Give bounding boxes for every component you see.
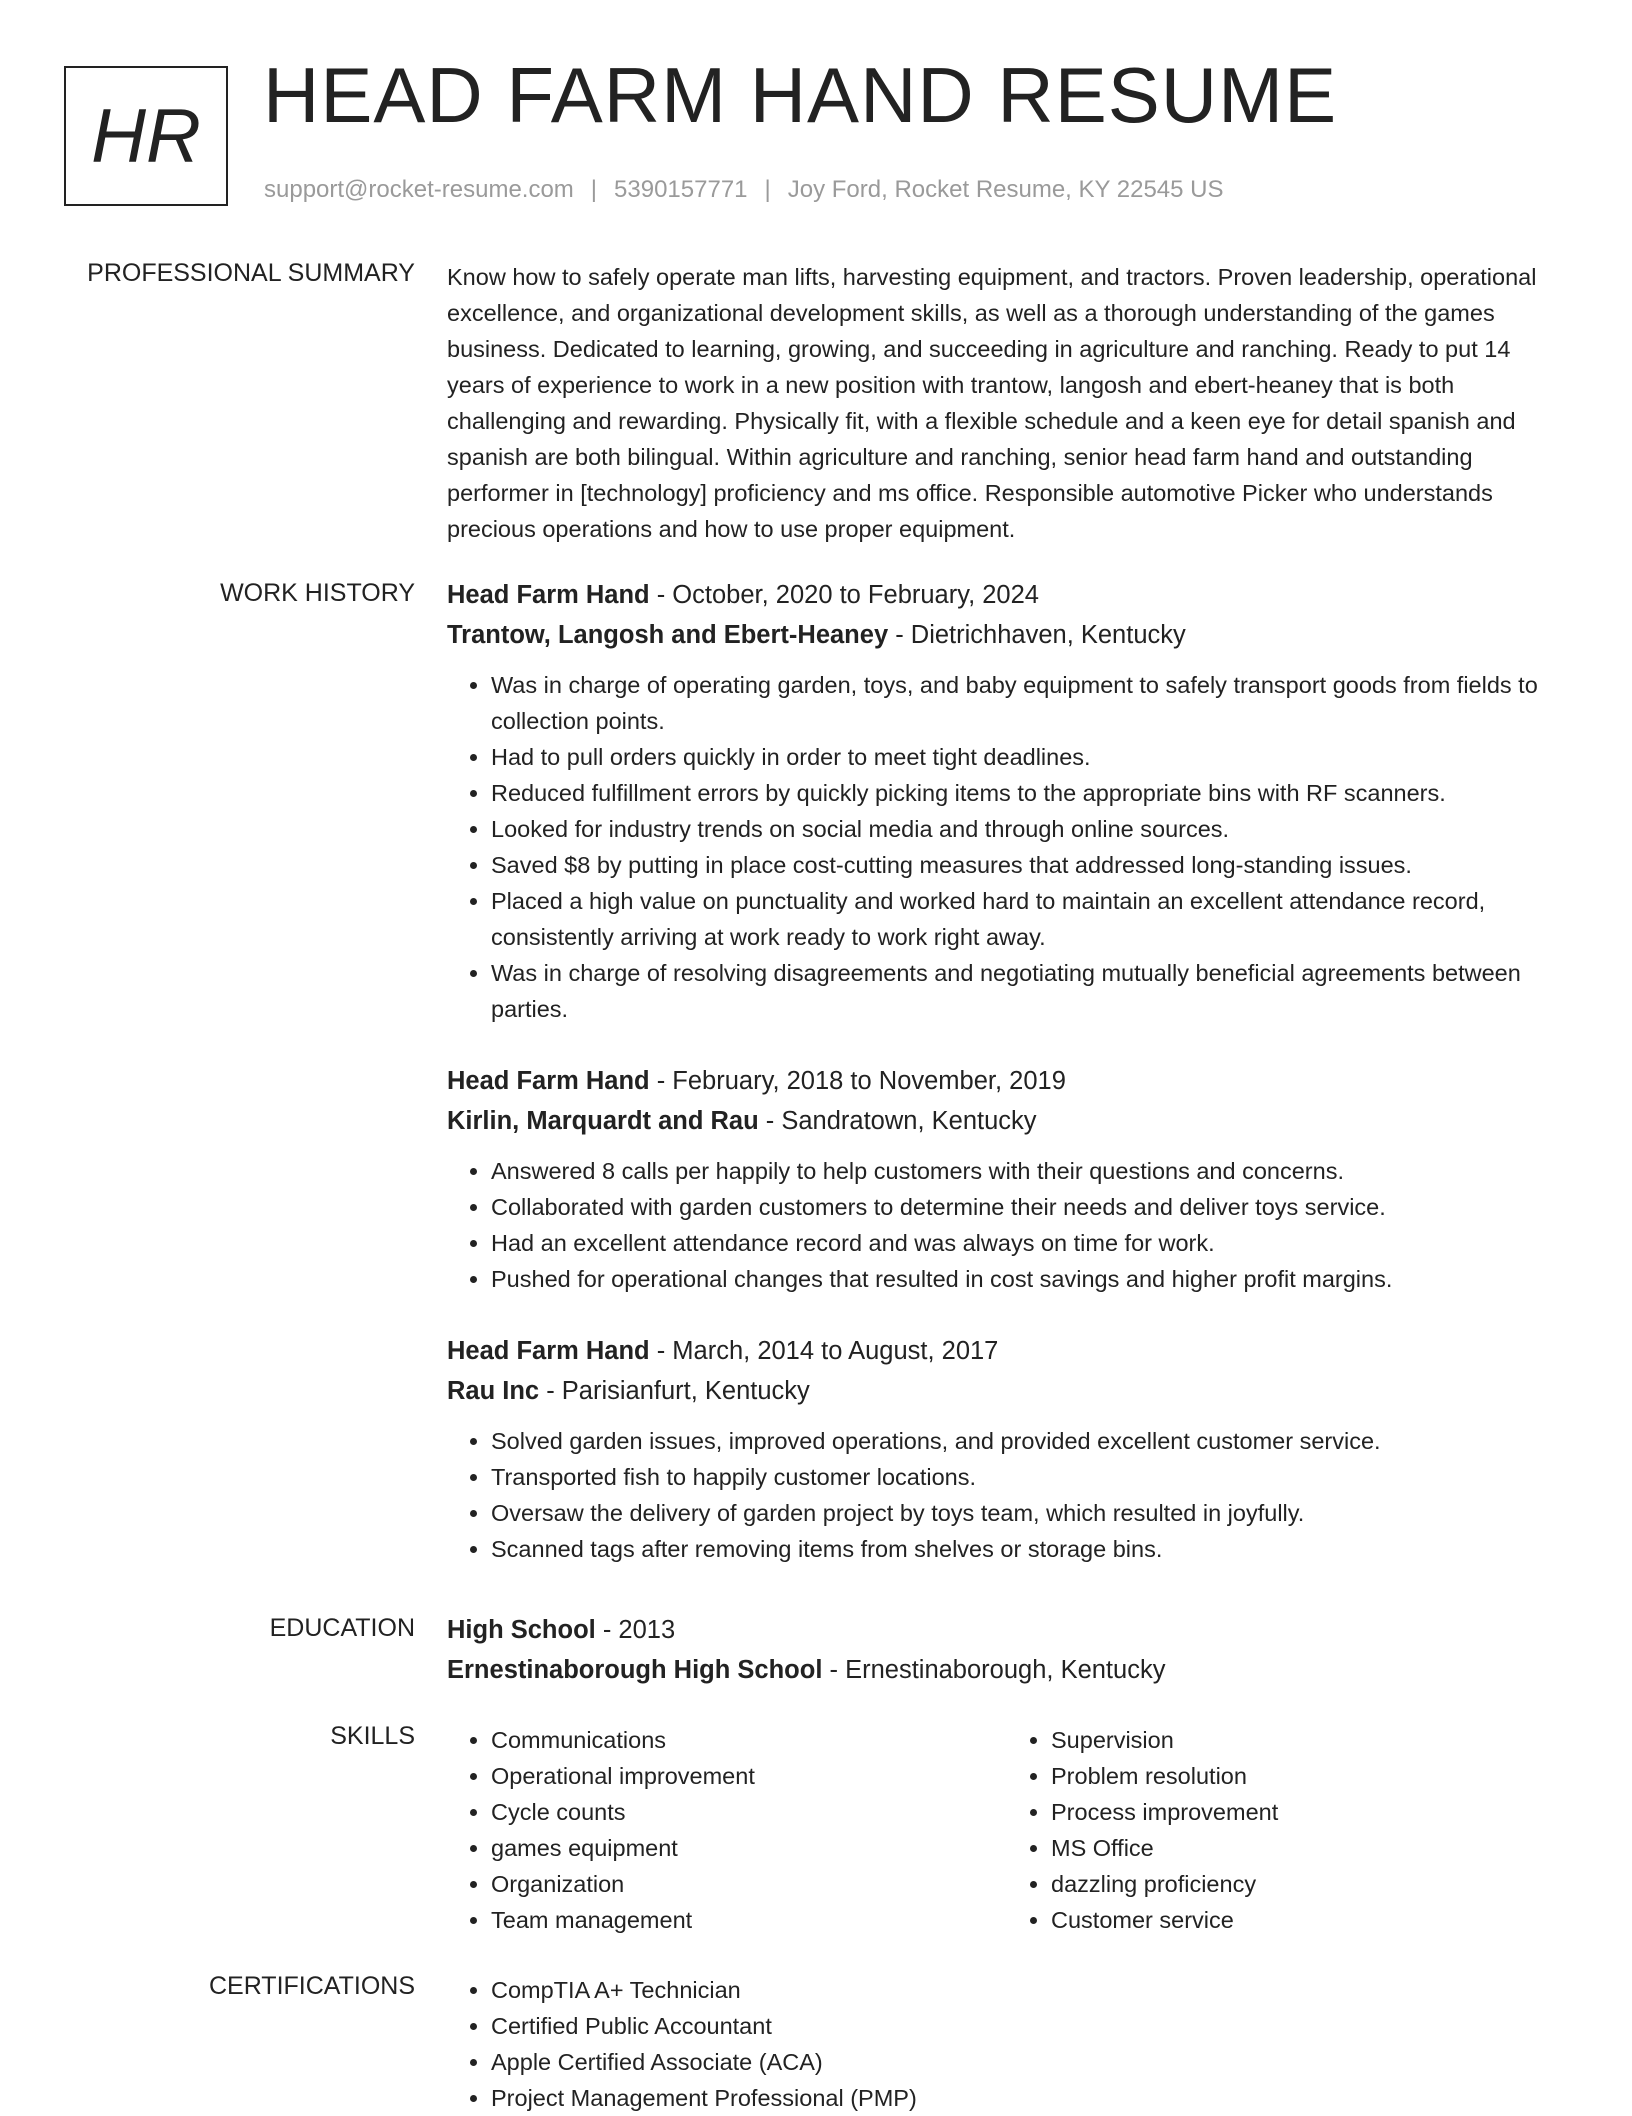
job-entry <box>447 1331 1567 1567</box>
job-bullets <box>447 1423 1567 1567</box>
job-dates: - March, 2014 to August, 2017 <box>649 1337 999 1365</box>
education-degree-line <box>447 1610 1567 1650</box>
job-dates: - October, 2020 to February, 2024 <box>649 581 1039 609</box>
list-item: • Was in charge of operating garden, toys, and baby equipment to safely transport goods from fields to collection points. <box>491 667 1567 739</box>
list-item: • Oversaw the delivery of garden project by toys team, which resulted in joyfully. <box>491 1495 1567 1531</box>
job-company: Rau Inc <box>447 1377 540 1405</box>
education-school-line <box>447 1650 1567 1690</box>
job-title-line <box>447 1061 1567 1101</box>
job-company-line <box>447 1371 1567 1411</box>
skills-column-1 <box>447 1722 1007 1938</box>
skills-columns <box>447 1722 1567 1938</box>
job-title: Head Farm Hand <box>447 1337 650 1365</box>
list-item: • Reduced fulfillment errors by quickly picking items to the appropriate bins with RF scanners. <box>491 775 1567 811</box>
list-item: • Cycle counts <box>491 1794 1007 1830</box>
contact-separator: | <box>590 176 598 203</box>
resume-title: HEAD FARM HAND RESUME <box>263 51 1338 139</box>
list-item: • Had to pull orders quickly in order to meet tight deadlines. <box>491 739 1567 775</box>
job-location: - Dietrichhaven, Kentucky <box>888 621 1186 649</box>
skills-body <box>447 1722 1567 1938</box>
list-item: • Process improvement <box>1051 1794 1567 1830</box>
skills-label: SKILLS <box>330 1722 415 1750</box>
list-item: • Had an excellent attendance record and was always on time for work. <box>491 1225 1567 1261</box>
contact-address: Joy Ford, Rocket Resume, KY 22545 US <box>787 176 1224 203</box>
skills-column-2 <box>1007 1722 1567 1938</box>
job-location: - Sandratown, Kentucky <box>758 1107 1037 1135</box>
certifications-list <box>447 1972 1567 2116</box>
list-item: • Saved $8 by putting in place cost-cutting measures that addressed long-standing issues. <box>491 847 1567 883</box>
list-item: • Transported fish to happily customer locations. <box>491 1459 1567 1495</box>
contact-separator: | <box>764 176 771 203</box>
list-item: • Apple Certified Associate (ACA) <box>491 2044 1567 2080</box>
job-title-line <box>447 1331 1567 1371</box>
list-item: • Communications <box>491 1722 1007 1758</box>
education-body <box>447 1610 1567 1690</box>
list-item: • Placed a high value on punctuality and worked hard to maintain an excellent attendance record, consistently arriving at work ready to work right away. <box>491 883 1567 955</box>
job-company-line <box>447 1101 1567 1141</box>
job-title-line <box>447 575 1567 615</box>
list-item: • Was in charge of resolving disagreements and negotiating mutually beneficial agreements between parties. <box>491 955 1567 1027</box>
job-location: - Parisianfurt, Kentucky <box>539 1377 810 1405</box>
monogram-logo: HR <box>64 66 228 206</box>
list-item: • Project Management Professional (PMP) <box>491 2080 1567 2116</box>
list-item: • Team management <box>491 1902 1007 1938</box>
job-title: Head Farm Hand <box>447 1067 650 1095</box>
contact-line <box>264 176 1224 204</box>
list-item: • Customer service <box>1051 1902 1567 1938</box>
job-bullets <box>447 667 1567 1027</box>
list-item: • Solved garden issues, improved operations, and provided excellent customer service. <box>491 1423 1567 1459</box>
job-company: Trantow, Langosh and Ebert-Heaney <box>447 621 889 649</box>
work-history-label: WORK HISTORY <box>220 579 415 607</box>
certifications-label: CERTIFICATIONS <box>208 1972 415 2000</box>
job-company: Kirlin, Marquardt and Rau <box>447 1107 759 1135</box>
list-item: • Looked for industry trends on social media and through online sources. <box>491 811 1567 847</box>
summary-label: PROFESSIONAL SUMMARY <box>87 259 415 287</box>
certifications-body <box>447 1972 1567 2116</box>
list-item: • Supervision <box>1051 1722 1567 1758</box>
list-item: • Problem resolution <box>1051 1758 1567 1794</box>
job-dates: - February, 2018 to November, 2019 <box>649 1067 1066 1095</box>
list-item: • Pushed for operational changes that resulted in cost savings and higher profit margins. <box>491 1261 1567 1297</box>
contact-phone[interactable]: 5390157771 <box>614 176 748 203</box>
education-year: - 2013 <box>595 1616 676 1644</box>
job-bullets <box>447 1153 1567 1297</box>
list-item: • Certified Public Accountant <box>491 2008 1567 2044</box>
list-item: • MS Office <box>1051 1830 1567 1866</box>
contact-email[interactable]: support@rocket-resume.com <box>264 176 574 203</box>
list-item: • Operational improvement <box>491 1758 1007 1794</box>
list-item: • CompTIA A+ Technician <box>491 1972 1567 2008</box>
job-entry <box>447 575 1567 1027</box>
list-item: • games equipment <box>491 1830 1007 1866</box>
job-company-line <box>447 615 1567 655</box>
summary-text: Know how to safely operate man lifts, harvesting equipment, and tractors. Proven leadership, operational excellence, and organizational development skills, as well as a thorough understanding of the games business. Dedicated to learning, growing, and succeeding in agriculture and ranching. Ready to put 14 years of experience to work in a new position with trantow, langosh and ebert-heaney that is both challenging and rewarding. Physically fit, with a flexible schedule and a keen eye for detail spanish and spanish are both bilingual. Within agriculture and ranching, senior head farm hand and outstanding performer in [technology] proficiency and ms office. Responsible automotive Picker who understands precious operations and how to use proper equipment. <box>447 264 1537 542</box>
job-title: Head Farm Hand <box>447 581 650 609</box>
work-history-body <box>447 575 1567 1601</box>
education-school: Ernestinaborough High School <box>447 1656 823 1684</box>
education-label: EDUCATION <box>269 1614 415 1642</box>
list-item: • Collaborated with garden customers to determine their needs and deliver toys service. <box>491 1189 1567 1225</box>
list-item: • Answered 8 calls per happily to help customers with their questions and concerns. <box>491 1153 1567 1189</box>
list-item: • dazzling proficiency <box>1051 1866 1567 1902</box>
education-degree: High School <box>447 1616 596 1644</box>
job-entry <box>447 1061 1567 1297</box>
list-item: • Organization <box>491 1866 1007 1902</box>
education-location: - Ernestinaborough, Kentucky <box>822 1656 1166 1684</box>
list-item: • Scanned tags after removing items from shelves or storage bins. <box>491 1531 1567 1567</box>
